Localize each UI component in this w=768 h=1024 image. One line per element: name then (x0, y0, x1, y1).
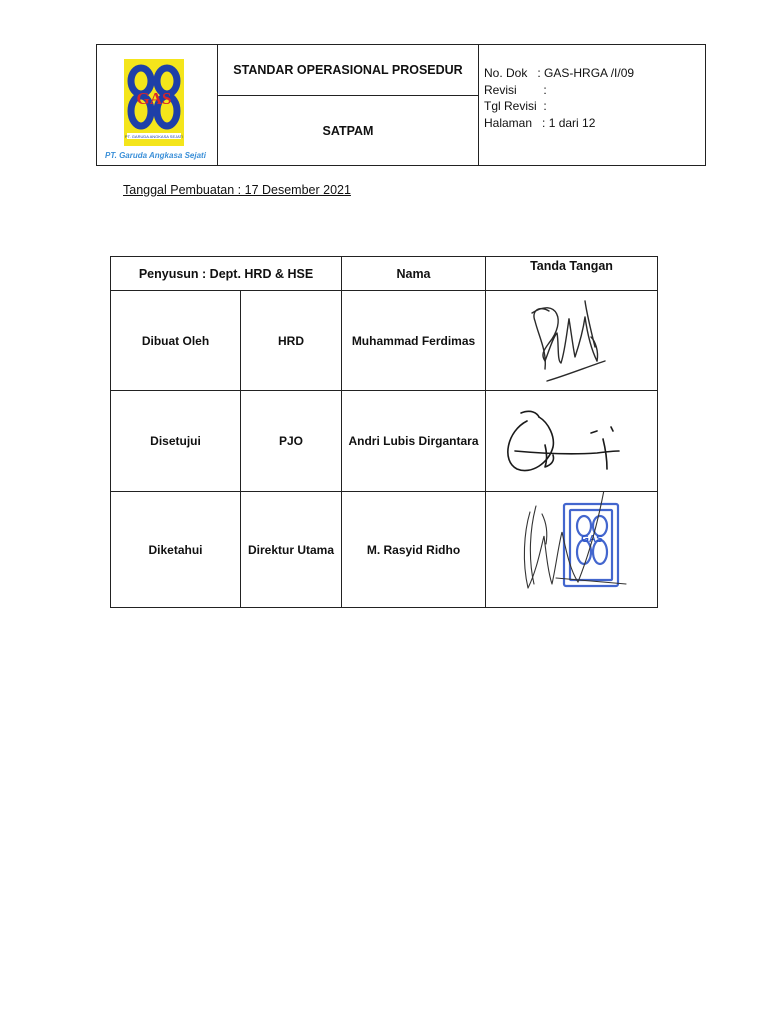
row-name: M. Rasyid Ridho (342, 492, 486, 608)
signature-andri-image (487, 391, 656, 488)
approval-table (110, 256, 658, 608)
document-header (96, 44, 706, 166)
row-name: Andri Lubis Dirgantara (342, 391, 486, 492)
document-title: STANDAR OPERASIONAL PROSEDUR (218, 45, 479, 96)
meta-row-halaman: Halaman : 1 dari 12 (484, 115, 596, 130)
meta-row-tgl-revisi: Tgl Revisi : (484, 99, 547, 113)
meta-row-no-dok: No. Dok : GAS-HRGA /I/09 (484, 66, 635, 80)
row-name: Muhammad Ferdimas (342, 291, 486, 391)
row-position: Direktur Utama (241, 492, 342, 608)
document-subtitle: SATPAM (218, 96, 479, 165)
svg-text:PT. GARUDA ANGKASA SEJATI: PT. GARUDA ANGKASA SEJATI (124, 134, 184, 139)
table-row (111, 391, 658, 492)
row-position: HRD (241, 291, 342, 391)
signature-cell (486, 291, 658, 391)
row-role: Dibuat Oleh (111, 291, 241, 391)
approval-table-header (111, 257, 658, 291)
row-role: Disetujui (111, 391, 241, 492)
logo-cell (97, 45, 218, 165)
row-position: PJO (241, 391, 342, 492)
company-logo (124, 59, 184, 146)
row-role: Diketahui (111, 492, 241, 608)
company-name: PT. Garuda Angkasa Sejati (105, 151, 206, 160)
svg-text:GAS: GAS (136, 89, 172, 108)
header-tanda-tangan: Tanda Tangan (486, 257, 658, 291)
table-row (111, 291, 658, 391)
svg-text:GAS: GAS (581, 534, 603, 545)
signature-cell (486, 492, 658, 608)
header-penyusun: Penyusun : Dept. HRD & HSE (111, 257, 342, 291)
signature-ferdimas-image (487, 291, 656, 387)
signature-rasyid-with-stamp-image (486, 492, 657, 604)
table-row (111, 492, 658, 608)
signature-cell (486, 391, 658, 492)
document-meta (479, 45, 705, 165)
creation-date: Tanggal Pembuatan : 17 Desember 2021 (123, 183, 351, 197)
meta-row-revisi: Revisi : (484, 82, 547, 97)
header-nama: Nama (342, 257, 486, 291)
